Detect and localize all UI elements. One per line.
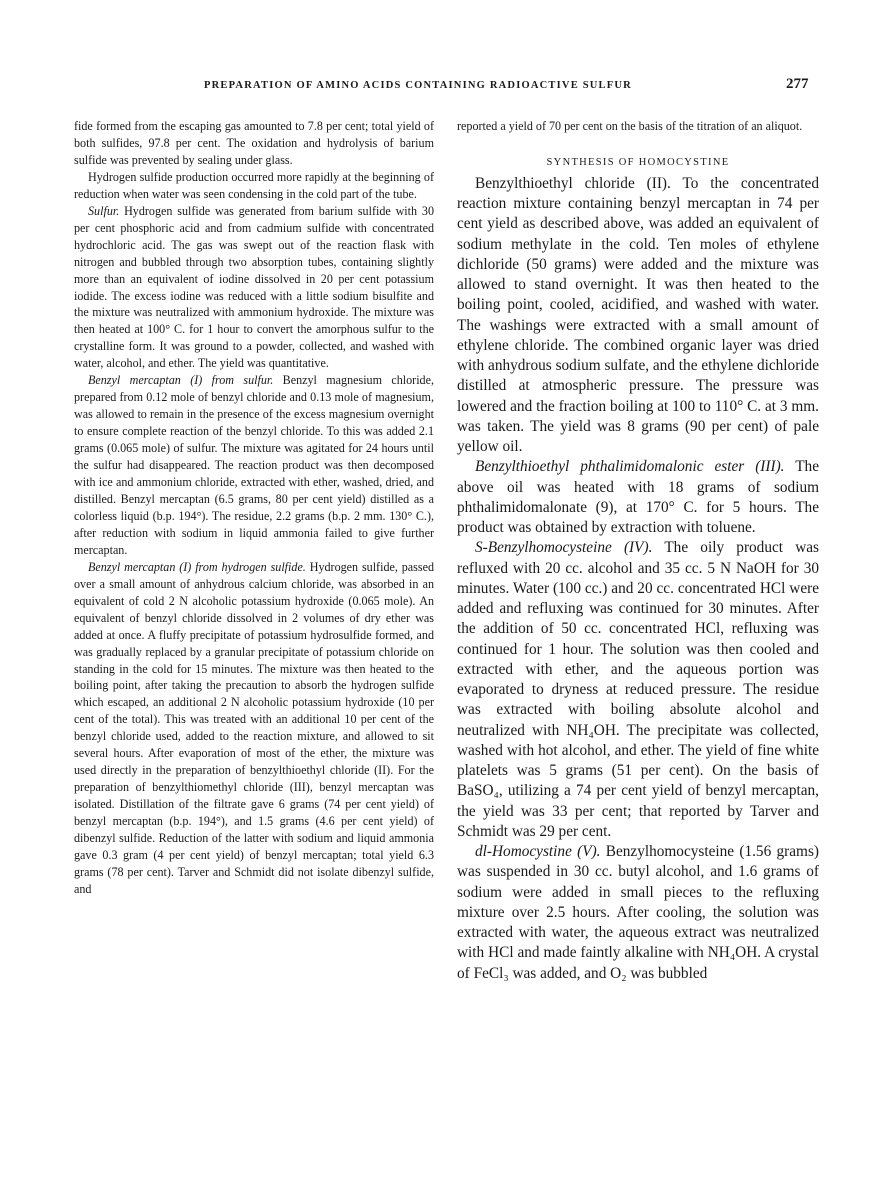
paragraph xyxy=(74,118,434,169)
paragraph-benzylhomocysteine xyxy=(457,538,819,842)
paragraph-text: Hydrogen sulfide, passed over a small amount of anhydrous calcium chloride, was absorbed in an equivalent of cold 2 N alcoholic potassium hydroxide (0.065 mole). An equivalent of benzyl chloride dissolved in 2 volumes of dry ether was added at once. A fluffy precipitate of potassium hydrosulfide formed, and was gradually replaced by a granular precipitate of potassium chloride on standing in the cold for 15 minutes. The mixture was then heated to the boiling point, after taking the precaution to absorb the hydrogen sulfide which escaped, an additional 2 N alcoholic potassium hydroxide (10 per cent of the total). This was treated with an additional 10 per cent of the benzyl chloride used, added to the reaction mixture, and allowed to sit several hours. After evaporation of most of the ether, the mixture was used directly in the preparation of benzylthioethyl chloride (II). For the preparation of benzylthiomethyl chloride (III), benzyl mercaptan was isolated. Distillation of the filtrate gave 6 grams (74 per cent yield) of benzyl mercaptan (b.p. 194°), and 1.5 grams (4.6 per cent yield) of dibenzyl sulfide. Reduction of the latter with sodium and liquid ammonia gave 0.3 gram (4 per cent yield) of benzyl mercaptan; total yield 6.3 grams (78 per cent). Tarver and Schmidt did not isolate dibenzyl sulfide, and xyxy=(74,559,434,896)
paragraph-benzylthioethyl-chloride xyxy=(457,174,819,458)
continuation-paragraph: reported a yield of 70 per cent on the basis of the titration of an aliquot. xyxy=(457,119,803,133)
paragraph-text: fide formed from the escaping gas amounted to 7.8 per cent; total yield of both sulfides, 97.8 per cent. The oxidation and hydrolysis of barium sulfide was prevented by sealing under glass. xyxy=(74,119,434,167)
paragraph-lead: dl-Homocystine (V). xyxy=(475,843,601,861)
paragraph-text: Benzylthioethyl chloride (II). To the concentrated reaction mixture containing benzyl mercaptan in 74 per cent yield as described above, was added an equivalent of sodium methylate in the cold. Ten moles of ethylene dichloride (50 grams) were added and the mixture was allowed to stand overnight. It was then heated to the boiling point, cooled, acidified, and washed with water. The washings were extracted with a small amount of ethylene chloride. The combined organic layer was dried with anhydrous sodium sulfate, and the ethylene dichloride distilled at atmospheric pressure. The pressure was lowered and the fraction boiling at 100 to 110° C. at 3 mm. was taken. The yield was 8 grams (90 per cent) of pale yellow oil. xyxy=(457,174,819,456)
section-heading: SYNTHESIS OF HOMOCYSTINE xyxy=(546,156,730,168)
paragraph-lead: Benzyl mercaptan (I) from hydrogen sulfide. xyxy=(88,559,306,574)
paragraph-lead: Benzylthioethyl phthalimidomalonic ester (III). xyxy=(475,458,785,476)
left-column xyxy=(74,118,434,898)
page-number: 277 xyxy=(786,76,809,92)
paragraph-sulfur xyxy=(74,203,434,373)
paragraph xyxy=(74,169,434,203)
paragraph-lead: S-Benzylhomocysteine (IV). xyxy=(475,539,653,557)
paragraph-lead: Benzyl mercaptan (I) from sulfur. xyxy=(88,373,274,388)
paragraph-lead: Sulfur. xyxy=(88,203,120,218)
paragraph-text: The above oil was heated with 18 grams of sodium phthalimidomalonate (9), at 170° C. for 5 hours. The product was obtained by extraction with toluene. xyxy=(457,458,819,537)
paragraph-benzyl-mercaptan-sulfur xyxy=(74,372,434,558)
paragraph-text: Benzyl magnesium chloride, prepared from 0.12 mole of benzyl chloride and 0.13 mole of magnesium, was allowed to remain in the presence of the excess magnesium overnight to ensure complete reaction of the benzyl chloride. To this was added 2.1 grams (0.065 mole) of sulfur. The mixture was agitated for 24 hours until the sulfur had disappeared. The reaction product was then decomposed with ice and ammonium chloride, extracted with ether, washed, dried, and distilled. Benzyl mercaptan (6.5 grams, 80 per cent yield) distilled as a colorless liquid (b.p. 194°). The residue, 2.2 grams (b.p. 2 mm. 130° C.), after reduction with sodium in liquid ammonia failed to give further mercaptan. xyxy=(74,373,434,557)
paragraph-phthalimidomalonic-ester xyxy=(457,457,819,538)
running-header: PREPARATION OF AMINO ACIDS CONTAINING RADIOACTIVE SULFUR xyxy=(204,80,632,91)
paragraph-text: Benzylhomocysteine (1.56 grams) was suspended in 30 cc. butyl alcohol, and 1.6 grams of sodium were added in small pieces to the refluxing mixture over 2.5 hours. After cooling, the solution was extracted with water, the aqueous extract was neutralized with HCl and made faintly alkaline with NH₄OH. A crystal of FeCl₃ was added, and O₂ was bubbled xyxy=(457,843,819,982)
paragraph-text: Hydrogen sulfide production occurred more rapidly at the beginning of reduction when water was seen condensing in the cold part of the tube. xyxy=(74,169,434,201)
paragraph-text: The oily product was refluxed with 20 cc. alcohol and 35 cc. 5 N NaOH for 30 minutes. Water (100 cc.) and 20 cc. concentrated HCl were added and refluxing was continued for 30 minutes. After the addition of 50 cc. concentrated HCl, refluxing was continued for 1 hour. The solution was then cooled and extracted with ether, and the aqueous portion was evaporated to dryness at reduced pressure. The residue was extracted with boiling absolute alcohol and neutralized with NH₄OH. The precipitate was collected, washed with hot alcohol, and ether. The yield of fine white platelets was 5 grams (51 per cent). On the basis of BaSO₄, utilizing a 74 per cent yield of benzyl mercaptan, the yield was 33 per cent; that reported by Tarver and Schmidt was 29 per cent. xyxy=(457,539,820,840)
paragraph-benzyl-mercaptan-h2s xyxy=(74,559,434,898)
paragraph-homocystine xyxy=(457,842,819,984)
right-column xyxy=(457,118,819,984)
paragraph-text: Hydrogen sulfide was generated from barium sulfide with 30 per cent phosphoric acid and from cadmium sulfide with concentrated hydrochloric acid. The gas was swept out of the reaction flask with nitrogen and bubbled through two absorption tubes, containing slightly more than an equivalent of iodine dissolved in 20 per cent potassium iodide. The excess iodine was reduced with a little sodium bisulfite and the mixture was neutralized with ammonium hydroxide. The mixture was then heated at 100° C. for 1 hour to convert the amorphous sulfur to the crystalline form. It was ground to a powder, collected, and washed with water, alcohol, and ether. The yield was quantitative. xyxy=(74,203,434,371)
